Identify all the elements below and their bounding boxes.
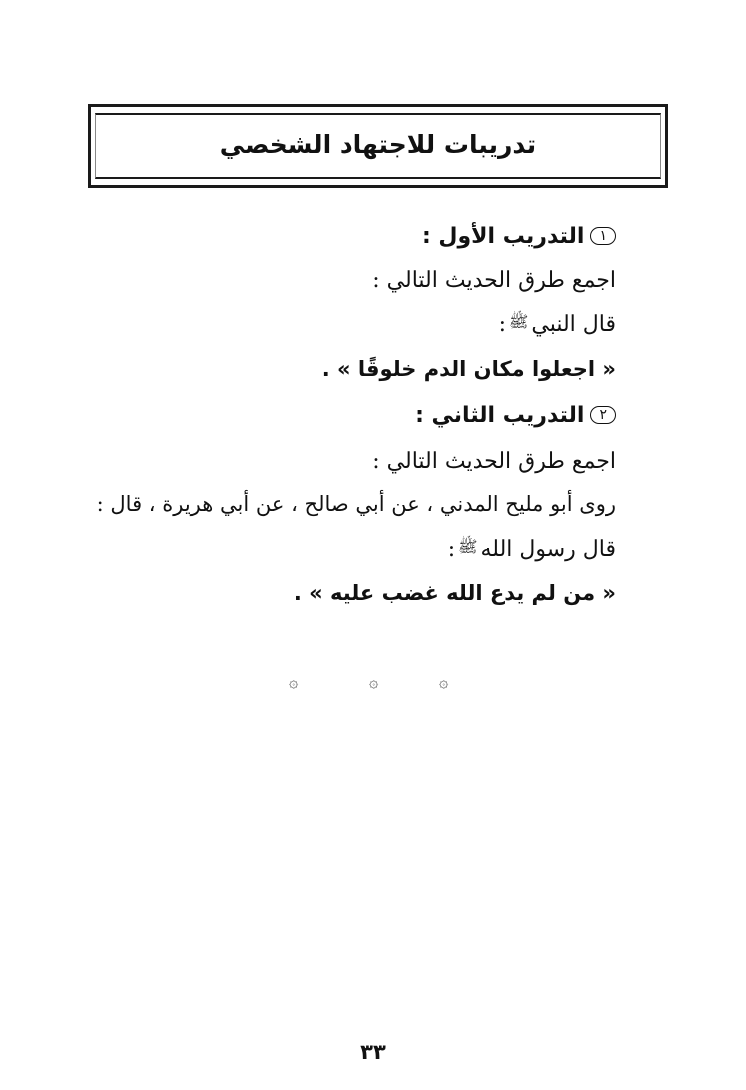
exercise2-intro-line [448,537,616,562]
exercise2-instruction: اجمع طرق الحديث التالي : [372,449,616,474]
exercise2-heading: التدريب الثاني : [415,403,585,428]
title-frame [88,104,668,188]
exercise2-heading-line [415,403,616,428]
honorific-icon: ﷺ [509,312,529,331]
exercise2-intro-text: قال رسول الله [480,537,616,562]
exercise1-heading: التدريب الأول : [421,224,585,249]
exercise1-number-badge: ١ [590,227,616,245]
exercise1-intro-colon: : [498,312,507,337]
exercise1-heading-line [422,224,616,249]
ornament-star-icon: ۞ [439,672,449,691]
title-frame-inner [95,113,661,179]
ornament-star-icon: ۞ [369,672,379,691]
section-divider-ornaments [0,672,746,692]
exercise1-instruction: اجمع طرق الحديث التالي : [372,268,616,293]
honorific-icon: ﷺ [458,537,478,556]
ornament-star-icon: ۞ [289,672,299,691]
exercise2-chain: روى أبو مليح المدني ، عن أبي صالح ، عن أبي هريرة ، قال : [96,492,616,516]
page-number: ٣٣ [360,1040,386,1064]
exercise2-hadith-quote: « من لم يدع الله غضب عليه » . [293,581,616,605]
page-title: تدريبات للاجتهاد الشخصي [219,129,537,159]
exercise2-number-badge: ٢ [590,406,616,424]
exercise1-intro-text: قال النبي [531,312,616,337]
exercise1-hadith-quote: « اجعلوا مكان الدم خلوقًا » . [321,357,616,381]
exercise2-intro-colon: : [447,537,456,562]
exercise1-intro-line [499,312,616,337]
